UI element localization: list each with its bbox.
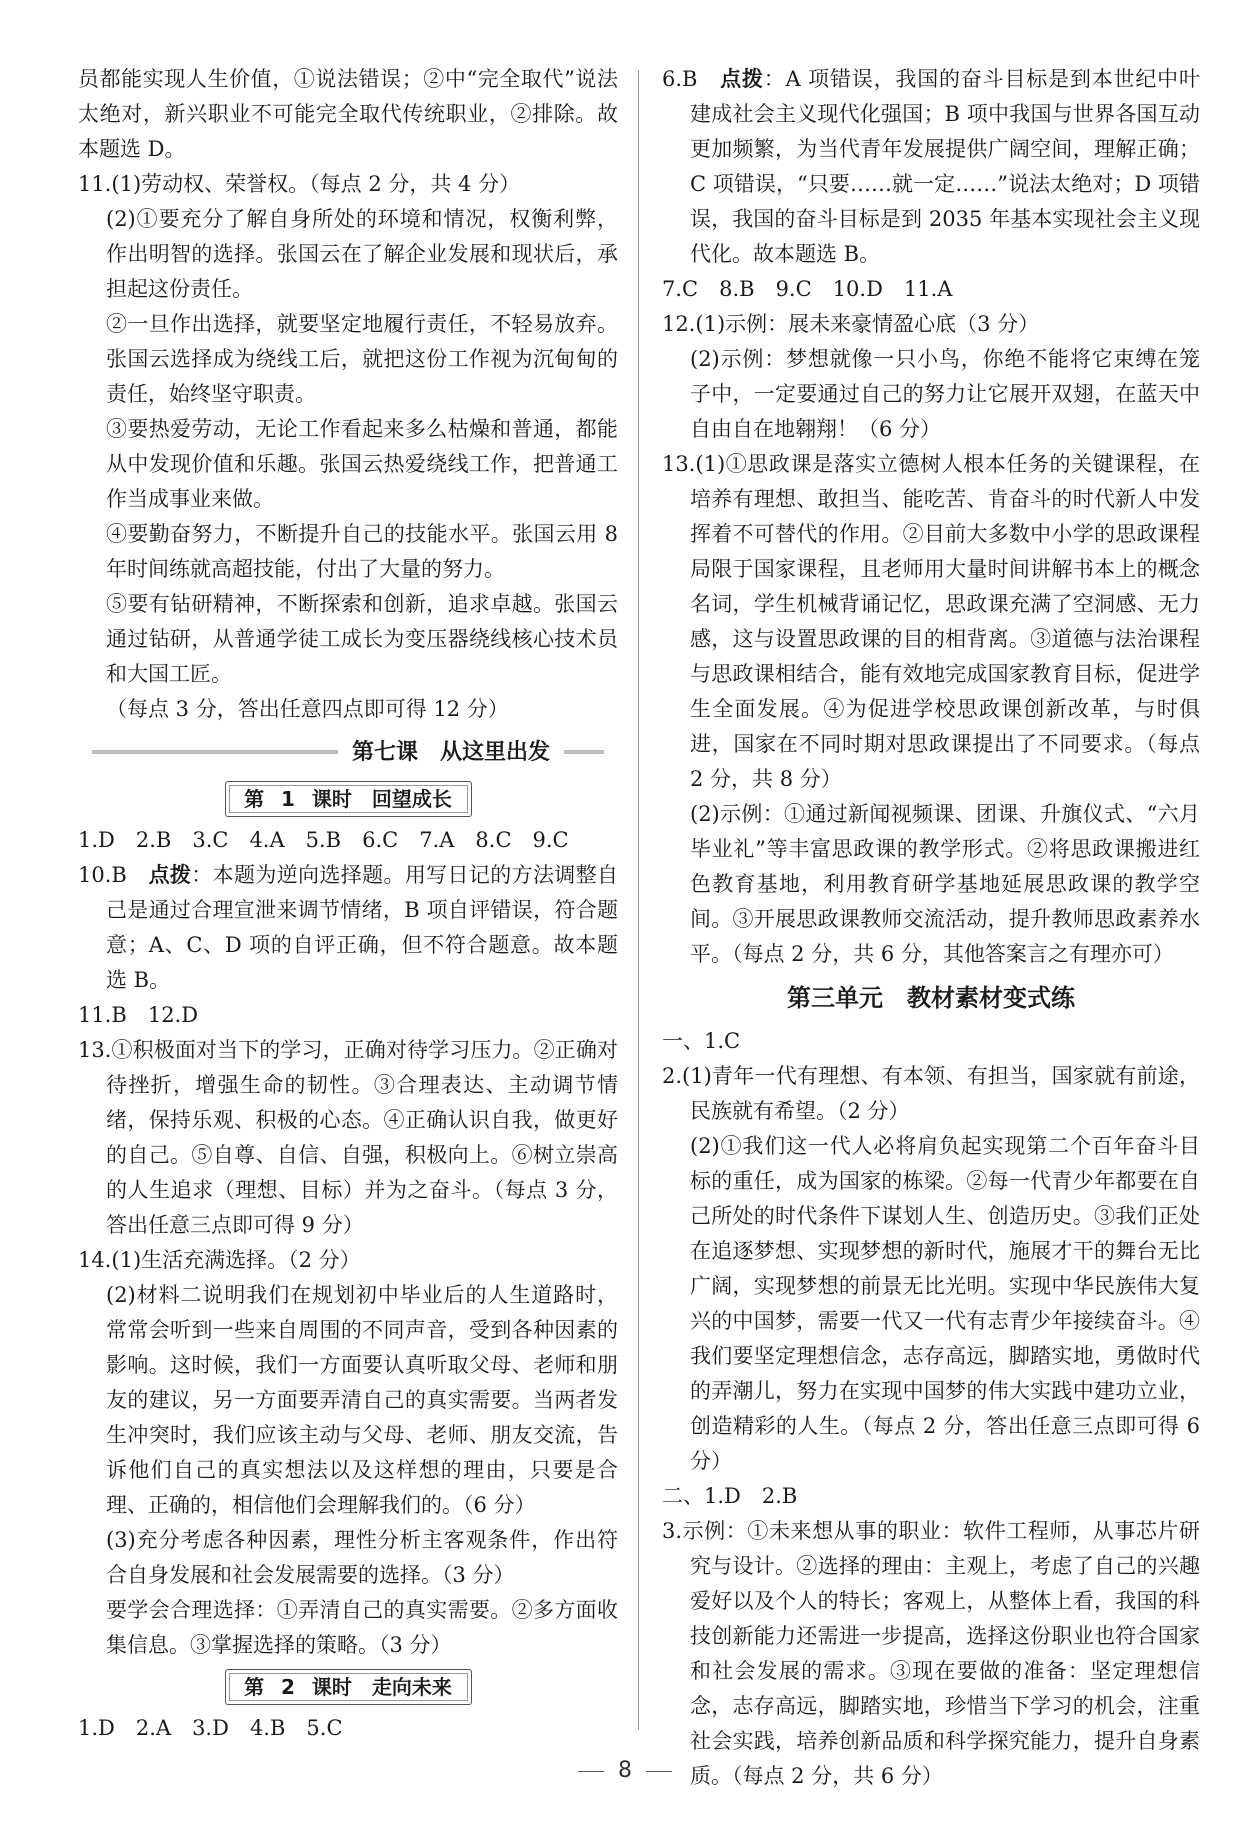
answer-q11-score: （每点 3 分，答出任意四点即可得 12 分）	[106, 697, 509, 721]
section-2-answers: 二、1.D 2.B	[662, 1484, 798, 1508]
answers-7-11: 7.C 8.B 9.C 10.D 11.A	[662, 277, 953, 301]
page-number: 8	[618, 1758, 632, 1783]
answer-q11-part2-a: (2)①要充分了解自身所处的环境和情况，权衡利弊，作出明智的选择。张国云在了解企业发展和现状后，承担起这份责任。	[106, 207, 618, 301]
answer-q11-part2-e: ⑤要有钻研精神，不断探索和创新，追求卓越。张国云通过钻研，从普通学徒工成长为变压器绕线核心技术员和大国工匠。	[106, 592, 618, 686]
answer-q14-part2: (2)材料二说明我们在规划初中毕业后的人生道路时，常常会听到一些来自周围的不同声音，受到各种因素的影响。这时候，我们一方面要认真听取父母、老师和朋友的建议，另一方面要弄清自己的真实需要。当两者发生冲突时，我们应该主动与父母、老师、朋友交流，告诉他们自己的真实想法以及这样想的理由，只要是合理、正确的，相信他们会理解我们的。（6 分）	[106, 1283, 618, 1517]
answers-11-12: 11.B 12.D	[78, 1003, 199, 1027]
heading-rule-left	[92, 750, 338, 754]
q10-number: 10.B	[78, 863, 127, 887]
answer-q10-continued: 员都能实现人生价值，①说法错误；②中“完全取代”说法太绝对，新兴职业不可能完全取代传统职业，②排除。故本题选 D。	[78, 67, 618, 161]
answer-q14-part4: 要学会合理选择：①弄清自己的真实需要。②多方面收集信息。③掌握选择的策略。（3 分）	[106, 1598, 618, 1657]
answer-q13-part2: (2)示例：①通过新闻视频课、团课、升旗仪式、“六月毕业礼”等丰富思政课的教学形式。②将思政课搬进红色教育基地，利用教育研学基地延展思政课的教学空间。③开展思政课教师交流活动，提升教师思政素养水平。（每点 2 分，共 6 分，其他答案言之有理亦可）	[690, 802, 1200, 966]
answer-q13-part1: 13.(1)①思政课是落实立德树人根本任务的关键课程，在培养有理想、敢担当、能吃苦、肯奋斗的时代新人中发挥着不可替代的作用。②目前大多数中小学的思政课程局限于国家课程，且老师用大量时间讲解书本上的概念名词，学生机械背诵记忆，思政课充满了空洞感、无力感，这与设置思政课的目的相背离。③道德与法治课程与思政课相结合，能有效地完成国家教育目标，促进学生全面发展。④为促进学校思政课创新改革，与时俱进，国家在不同时期对思政课提出了不同要求。（每点 2 分，共 8 分）	[662, 452, 1200, 791]
page-number-footer	[0, 1758, 1250, 1783]
answer-q14-part1: 14.(1)生活充满选择。（2 分）	[78, 1248, 361, 1272]
answer-q11-part1: 11.(1)劳动权、荣誉权。（每点 2 分，共 4 分）	[78, 172, 521, 196]
q10-hint-text: ：本题为逆向选择题。用写日记的方法调整自己是通过合理宣泄来调节情绪，B 项自评错误，符合题意；A、C、D 项的自评正确，但不符合题意。故本题选 B。	[106, 863, 619, 992]
answer-q14-part3: (3)充分考虑各种因素，理性分析主客观条件，作出符合自身发展和社会发展需要的选择。（3 分）	[106, 1528, 618, 1587]
answers-1-9: 1.D 2.B 3.C 4.A 5.B 6.C 7.A 8.C 9.C	[78, 828, 569, 852]
heading-rule-right	[564, 750, 604, 754]
answer-q2-part2: (2)①我们这一代人必将肩负起实现第二个百年奋斗目标的重任，成为国家的栋梁。②每一代青少年都要在自己所处的时代条件下谋划人生、创造历史。③我们正处在追逐梦想、实现梦想的新时代，施展才干的舞台无比广阔，实现梦想的前景无比光明。实现中华民族伟大复兴的中国梦，需要一代又一代有志青少年接续奋斗。④我们要坚定理想信念，志存高远，脚踏实地，勇做时代的弄潮儿，努力在实现中国梦的伟大实践中建功立业，创造精彩的人生。（每点 2 分，答出任意三点即可得 6 分）	[690, 1134, 1200, 1473]
footer-dash-right	[646, 1771, 672, 1772]
answer-q3: 3.示例：①未来想从事的职业：软件工程师，从事芯片研究与设计。②选择的理由：主观上，考虑了自己的兴趣爱好以及个人的特长；客观上，从整体上看，我国的科技创新能力还需进一步提高，选择这份职业也符合国家和社会发展的需求。③现在要做的准备：坚定理想信念，志存高远，脚踏实地，珍惜当下学习的机会，注重社会实践，培养创新品质和科学探究能力，提升自身素质。（每点 2 分，共 6 分）	[662, 1519, 1200, 1788]
lesson-title: 第七课 从这里出发	[351, 739, 550, 765]
unit-title: 第三单元 教材素材变式练	[787, 984, 1075, 1012]
answer-q6	[662, 62, 1200, 272]
answer-q13: 13.①积极面对当下的学习，正确对待学习压力。②正确对待挫折，增强生命的韧性。③合理表达、主动调节情绪，保持乐观、积极的心态。④正确认识自我，做更好的自己。⑤自尊、自信、自强，积极向上。⑥树立崇高的人生追求（理想、目标）并为之奋斗。（每点 3 分，答出任意三点即可得 9 分）	[78, 1038, 618, 1237]
answer-q2-part1: 2.(1)青年一代有理想、有本领、有担当，国家就有前途，民族就有希望。（2 分）	[662, 1064, 1200, 1123]
column-divider	[638, 70, 639, 1730]
answer-q11-part2-c: ③要热爱劳动，无论工作看起来多么枯燥和普通，都能从中发现价值和乐趣。张国云热爱绕线工作，把普通工作当成事业来做。	[106, 417, 618, 511]
answer-q10	[78, 858, 618, 998]
answer-q12-part1: 12.(1)示例：展未来豪情盈心底（3 分）	[662, 312, 1040, 336]
q10-hint-keyword: 点拨	[148, 863, 192, 887]
footer-dash-left	[578, 1771, 604, 1772]
q6-hint-keyword: 点拨	[720, 67, 764, 91]
lesson-heading	[78, 729, 618, 775]
section-1-answers: 一、1.C	[662, 1029, 741, 1053]
q6-number: 6.B	[662, 67, 698, 91]
session-1-title: 第 1 课时 回望成长	[225, 781, 472, 817]
right-column	[662, 62, 1200, 1794]
answer-q11-part2-b: ②一旦作出选择，就要坚定地履行责任，不轻易放弃。张国云选择成为绕线工后，就把这份工作视为沉甸甸的责任，始终坚守职责。	[106, 312, 618, 406]
q6-hint-text: ：A 项错误，我国的奋斗目标是到本世纪中叶建成社会主义现代化强国；B 项中我国与世界各国互动更加频繁，为当代青年发展提供广阔空间，理解正确；C 项错误，“只要……就一定……”说法太绝对；D 项错误，我国的奋斗目标是到 2035 年基本实现社会主义现代化。故本题选 B。	[690, 67, 1200, 266]
answer-q11-part2-d: ④要勤奋努力，不断提升自己的技能水平。张国云用 8 年时间练就高超技能，付出了大量的努力。	[106, 522, 618, 581]
session-2-title: 第 2 课时 走向未来	[225, 1669, 472, 1705]
left-column	[78, 62, 618, 1746]
answer-q12-part2: (2)示例：梦想就像一只小鸟，你绝不能将它束缚在笼子中，一定要通过自己的努力让它展开双翅，在蓝天中自由自在地翱翔！（6 分）	[690, 347, 1200, 441]
answers-session2: 1.D 2.A 3.D 4.B 5.C	[78, 1716, 343, 1740]
